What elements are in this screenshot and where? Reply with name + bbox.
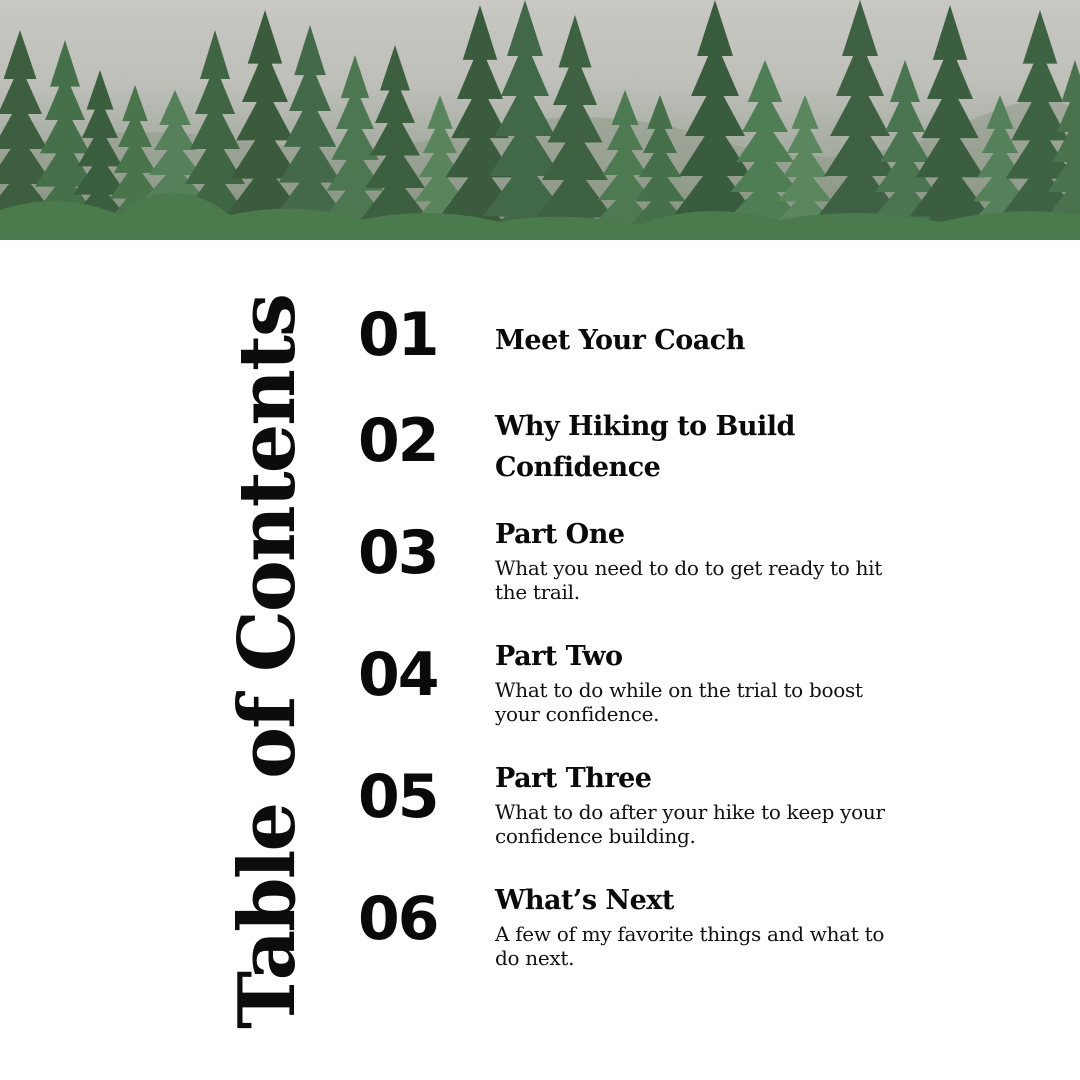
toc-item-heading: Meet Your Coach [495,325,745,356]
toc-item-number: 04 [358,640,438,710]
toc-item-heading: Why Hiking to Build Confidence [495,411,795,483]
page-title: Table of Contents [222,295,313,1029]
toc-item-heading: Part Three [495,763,652,794]
toc-item-description: What to do after your hike to keep your confidence building. [495,800,885,848]
toc-item-heading: Part Two [495,641,623,672]
toc-item-description: What to do while on the trial to boost your confidence. [495,678,863,726]
toc-item-number: 02 [358,406,438,476]
toc-item-heading: What’s Next [495,885,674,916]
toc-item-number: 05 [358,762,438,832]
pine-forest-illustration [0,0,1080,240]
toc-item-number: 01 [358,300,438,370]
toc-item-description: A few of my favorite things and what to do next. [495,922,885,970]
forest-banner-image [0,0,1080,240]
toc-item-number: 06 [358,884,438,954]
toc-item-heading: Part One [495,519,625,550]
toc-item-description: What you need to do to get ready to hit the trail. [495,556,882,604]
toc-item-number: 03 [358,518,438,588]
